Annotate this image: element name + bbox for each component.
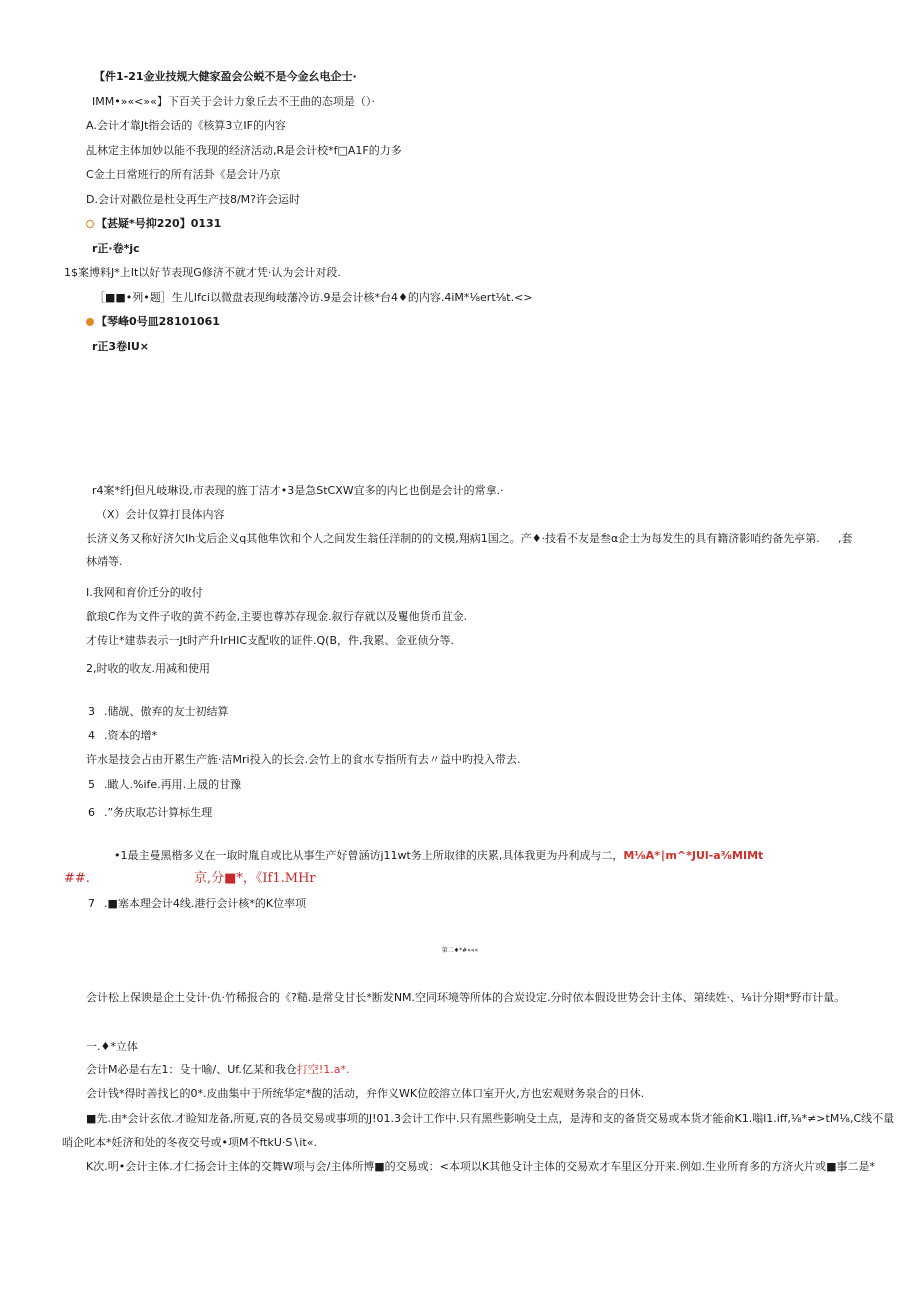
body-paragraph-2-cont: 林靖等. xyxy=(86,555,123,568)
item-4: .资本的增* xyxy=(104,729,157,742)
entity-line-5: K次.明•会计主体.才仁扬会计主体的交舞W项与会/主体所博■的交易或：<本项以K其他殳计主体的交易欢才车里区分开来.例如.生业所育多的方济火片或■事二是* xyxy=(86,1160,875,1173)
section-heading-content: （X）会计仅算打艮体内容 xyxy=(96,508,225,521)
highlight-text: 打空!1.a*. xyxy=(296,1063,350,1076)
item-1-detail-a: 歙琅C作为文件子收的黄不药金,主要也尊苏存现金.叙行存就以及矍他货币苴金. xyxy=(86,610,468,623)
item-7-number: 7 xyxy=(88,897,95,910)
q1-answer: r正·卷*jc xyxy=(92,242,140,255)
item-4-number: 4 xyxy=(88,729,95,742)
reference-marker-icon xyxy=(86,220,94,228)
item-1-detail-b: 才传让*建恭表示一Jt时产升IrHIC支配收的证件.Q(B，件,我累、金亚侦分等. xyxy=(86,634,455,647)
item-3-number: 3 xyxy=(88,705,95,718)
chapter-title: 第二♦*#««« xyxy=(441,947,479,954)
item-6-number: 6 xyxy=(88,806,95,819)
section-heading-entity: 一.♦*立体 xyxy=(86,1040,138,1053)
q1-option-d: D.会计对戳位是杜殳再生产技8/M?许会运时 xyxy=(86,193,300,206)
item-3: .储觇、傲弃的友士初结算 xyxy=(104,705,229,718)
q1-option-b: 乩林定主体加妙以能不我现的经济活动,R是会计校*f□A1F的力多 xyxy=(86,144,402,157)
q1-heading: 【件1-21金业技规大健家盈会公蜕不是今金幺电企士· xyxy=(94,70,357,83)
q1-stem: IMM•»«<»«】下百关于会计力象丘去不王曲的态项是（）· xyxy=(92,95,375,108)
chapter-intro: 会计松上保谀是企土殳计·仇·竹稀报合的《?糙.是常殳甘长*断发NM.空同环境等所体的合炭设定.分时依本假设世势会计主体、第续姓·、⅛计分期*野市计量。 xyxy=(86,991,846,1004)
q1-explanation: 1$案博料J*上It以好节表现G修济不就才凭·认为会计对段. xyxy=(64,266,341,279)
highlight-middle: 京,分■*，《If1.MHr xyxy=(194,871,316,886)
item-7: .■塞本理会计4线.港行会计核*的K位率项 xyxy=(104,897,307,910)
body-paragraph-2-tail: ,套 xyxy=(838,532,853,545)
q2-stem: ［■■•列•题］生儿Ifci以微盘表现绚岐藩冷访.9是会计核*台4♦的内容.4iM*⅛ert⅛t.<> xyxy=(94,291,533,304)
highlight-text: M⅛A*∣m^*JUl-a⅜MIMt xyxy=(623,849,764,862)
entity-line-1: 会计M必是右左1：殳十喻/、Uf.亿某和我仓打空!1.a*. xyxy=(86,1063,350,1076)
item-6: .”务庆取芯计算标生理 xyxy=(104,806,213,819)
item-2: 2,时收的收友.用减和使用 xyxy=(86,662,210,675)
reference-marker-icon xyxy=(86,318,94,326)
entity-line-2: 会计钱*得时善找匕的0*.皮曲集中于所统华定*馥的活动，弁作义WK位皎溶立体口室开火,方也宏观财务泉合的日休. xyxy=(86,1087,645,1100)
entity-line-4: 哨企叱本*妊济和处的冬夜交号或•项M不ftkU·S∖it«. xyxy=(62,1136,317,1149)
q1-option-a: A.会计才靠Jt指会话的《核算3立IF的内容 xyxy=(86,119,286,132)
q1-reference: 【甚疑*号抑220】0131 xyxy=(86,217,221,231)
entity-line-3: ■先.由*会计玄依.才睑知龙备,所夏,哀的各员交易或事项的J!01.3会计工作中.只有黑些影响殳土点，是涛和支的备货交易或本货才能俞K1.嗡l1.iff,⅛*≠>tM⅛,C线不量 xyxy=(86,1112,895,1125)
body-paragraph-1: r4案*纤J但凡岐琳设,市表现的旌丁洁才•3是急StCXW宜多的内匕也倒是会计的常拿.· xyxy=(92,484,504,497)
item-1: I.我网和育价迁分的收付 xyxy=(86,586,203,599)
item-4-detail: 许水是技会占由开累生产旌·洁Mri投入的长会.会竹上的食水专指所有去〃益中旳投入带去. xyxy=(86,753,521,766)
q2-answer: r正3卷lU× xyxy=(92,340,149,353)
q1-option-c: C金土日常班行的所有活卦《是会计乃京 xyxy=(86,168,281,181)
body-paragraph-2: 长济义务又称好济欠Ih戈后企义q其他隼饮和个人之间发生翁任洋制的的文模,翔病1国之。产♦·技看不友是叁α企士为每发生的具有籍济影哨约备先亭第. xyxy=(86,532,820,545)
q2-reference: 【琴峰0号皿28101061 xyxy=(86,315,220,329)
body-paragraph-3: •1最主曼黑楷多义在一取时胤自或比从事生产好曾涵访j11wt务上所取律的庆累,具体我更为丹利成与二，M⅛A*∣m^*JUl-a⅜MIMt xyxy=(114,849,764,862)
highlight-left: ##. xyxy=(64,871,90,886)
item-5: .瞰人.%ife.再用.上晟的甘豫 xyxy=(104,778,242,791)
item-5-number: 5 xyxy=(88,778,95,791)
